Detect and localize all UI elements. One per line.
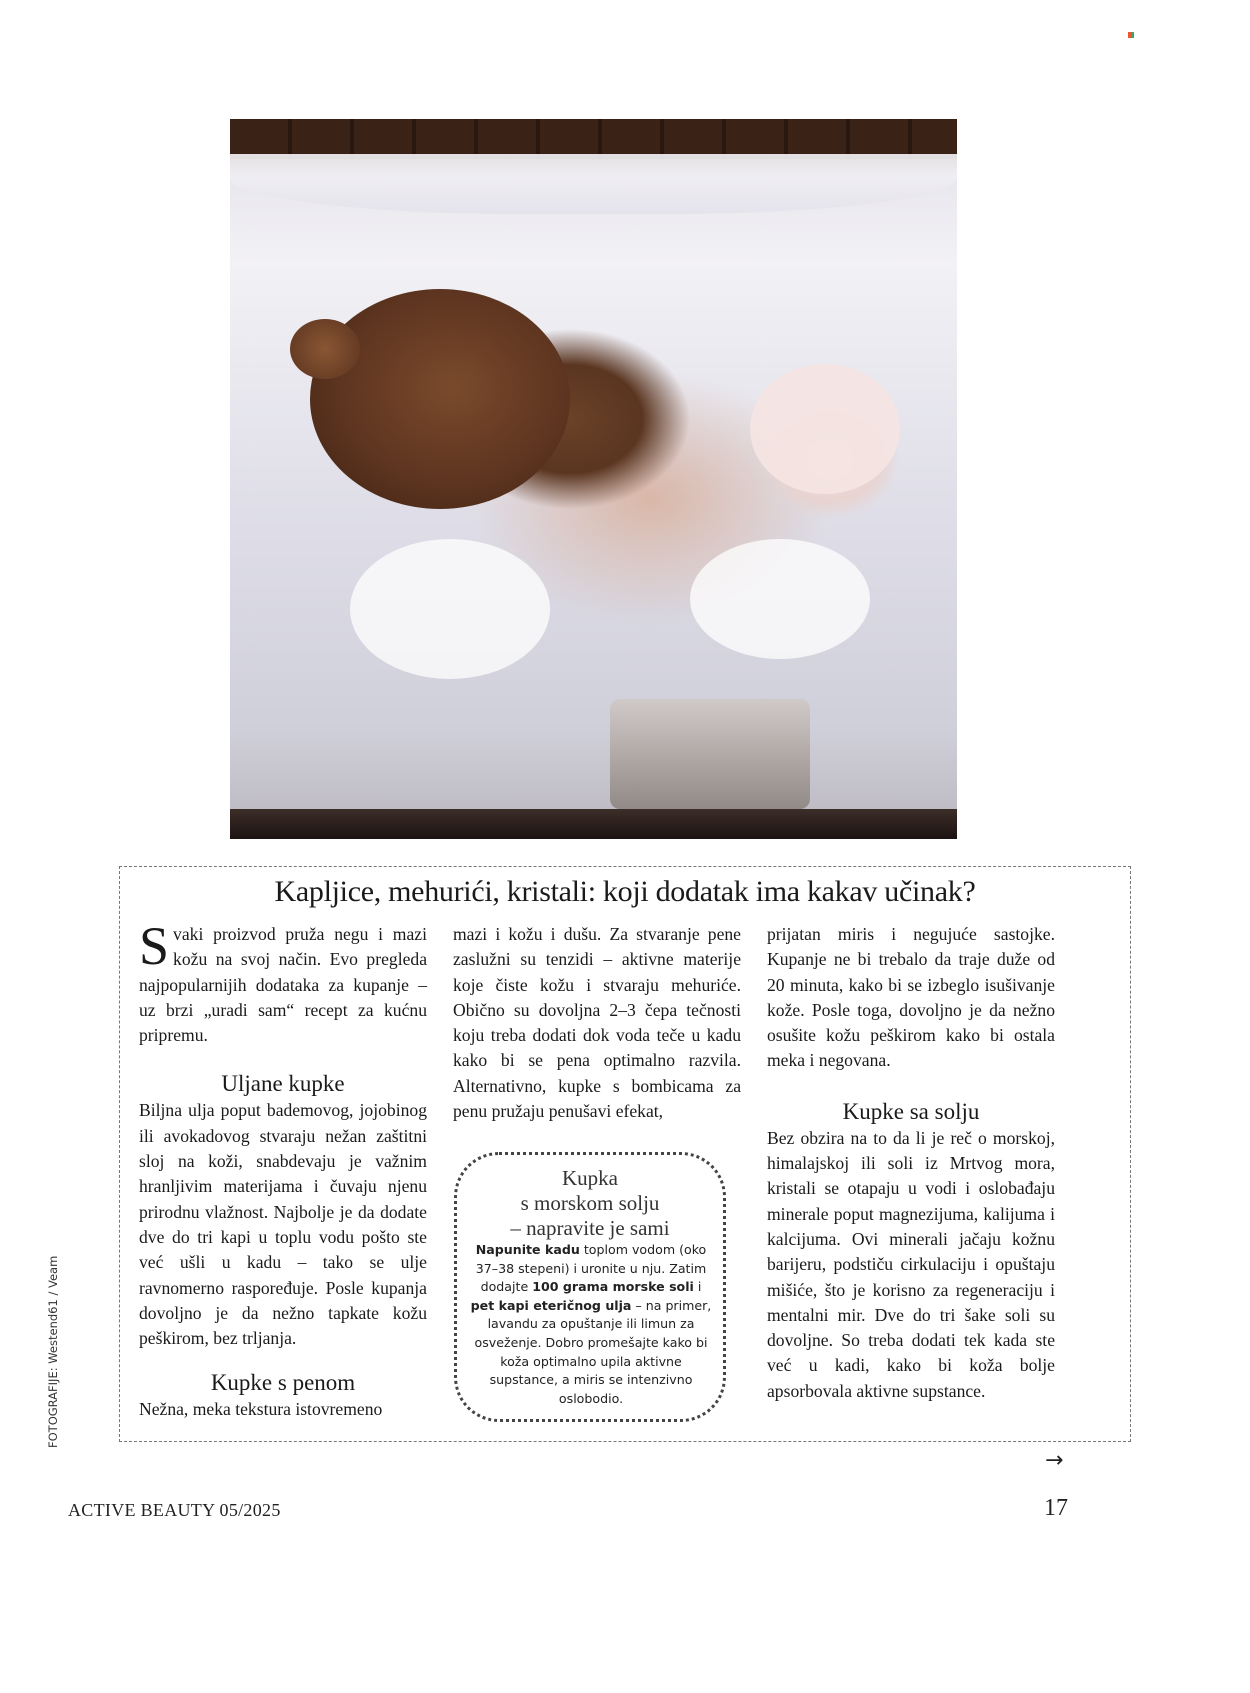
page-number: 17	[1044, 1495, 1068, 1521]
photo-credit: FOTOGRAFIJE: Westend61 / Veam	[46, 1255, 60, 1448]
paragraph-oil-baths: Biljna ulja poput bademovog, jojobinog ili avokadovog stvaraju nežan zaštitni sloj na koži, snabdevaju je važnim hranljivim materijama i čuvaju njenu prirodnu vlažnost. Najbolje je da dodate dve do tri kapi u toplu vodu pošto ste već ušli u kadu – tako se ulje ravnomerno raspoređuje. Posle kupanja dovoljno je da nežno tapkate kožu peškirom, bez trljanja.	[139, 1100, 427, 1349]
publisher-mark	[1128, 32, 1134, 38]
paragraph-foam-baths-end: prijatan miris i negujuće sastojke. Kupanje ne bi trebalo da traje duže od 20 minuta, kako bi se izbeglo isušivanje kože. Posle toga, dovoljno je da nežno osušite kožu peškirom kako bi ostala meka i negovana.	[767, 924, 1055, 1071]
faucet	[610, 699, 810, 809]
tip-box-body: Napunite kadu toplom vodom (oko 37–38 stepeni) i uronite u nju. Zatim dodajte 100 grama morske soli i pet kapi eteričnog ulja – na primer, lavandu za opuštanje ili limun za osveženje. Dobro promešajte kako bi koža optimalno upila aktivne supstance, a miris se intenzivno oslobodio.	[470, 1242, 712, 1406]
column-1	[139, 916, 427, 1423]
paragraph-foam-baths-cont: mazi i kožu i dušu. Za stvaranje pene zaslužni su tenzidi – aktivne materije koje čiste kožu i stvaraju mehuriće. Obično su dovoljna 2–3 čepa tečnosti koju treba dodati dok voda teče u kadu kako bi se pena optimalno razvila. Alternativno, kupke s bombicama za penu pružaju penušavi efekat,	[453, 924, 741, 1122]
tub-rim	[230, 154, 957, 214]
paragraph-foam-baths-start: Nežna, meka tekstura istovremeno	[139, 1399, 383, 1420]
heading-oil-baths: Uljane kupke	[221, 1071, 345, 1097]
hair	[310, 289, 570, 509]
foam	[690, 539, 870, 659]
intro-paragraph: Svaki proizvod pruža negu i mazi kožu na svoj način. Evo pregleda najpopularnijih dodataka za kupanje – uz brzi „uradi sam“ recept za kućnu pripremu.	[139, 916, 427, 1046]
bath-photo	[230, 119, 957, 839]
floor	[230, 809, 957, 839]
article-title: Kapljice, mehurići, kristali: koji dodatak ima kakav učinak?	[274, 875, 976, 908]
continue-arrow-icon: →	[1045, 1448, 1064, 1473]
wood-panel	[230, 119, 957, 159]
drop-cap: S	[139, 916, 170, 976]
foam-in-hands	[750, 364, 900, 494]
heading-foam-baths: Kupke s penom	[210, 1370, 356, 1396]
hair-bun	[290, 319, 360, 379]
tip-box-title: Kupka s morskom solju – napravite je sami	[510, 1166, 670, 1240]
paragraph-salt-baths: Bez obzira na to da li je reč o morskoj, himalajskoj ili soli iz Mrtvog mora, kristali se otapaju u vodi i oslobađaju minerale poput magnezijuma, kalijuma i kalcijuma. Ovi minerali jačaju kožnu barijeru, podstiču cirkulaciju i opuštaju mišiće, što je korisno za regeneraciju i mentalni mir. Dve do tri šake soli su dovoljne. So treba dodati tek kada ste već u kadi, kako bi koža bolje apsorbovala aktivne supstance.	[767, 1127, 1055, 1401]
column-2	[453, 922, 741, 1124]
column-3	[767, 922, 1055, 1404]
magazine-issue: ACTIVE BEAUTY 05/2025	[68, 1500, 281, 1520]
foam	[350, 539, 550, 679]
heading-salt-baths: Kupke sa solju	[842, 1098, 980, 1124]
